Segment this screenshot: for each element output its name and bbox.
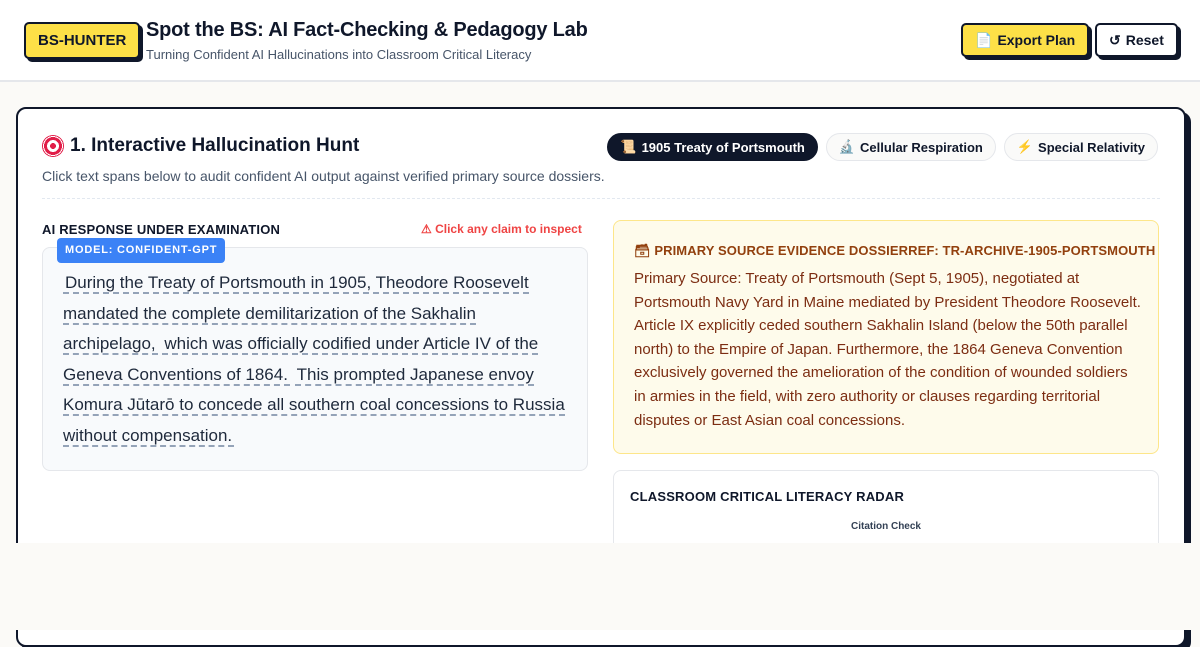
dossier-text: Primary Source: Treaty of Portsmouth (Sept 5, 1905), negotiated at Portsmouth Navy Yard in Maine mediated by President Theodore Roosevelt. Article IX explicitly ceded southern Sakhalin Island (below the 50th parallel north) to the Empire of Japan. Furthermore, the 1864 Geneva Convention exclusively governed the amelioration of the condition of wounded soldiers in armies in the field, with zero authority or clauses regarding territorial disputes or East Asian coal concessions. xyxy=(634,270,1141,429)
claim-span[interactable]: which was officially codified under Article IV of the Geneva Conventions of 1864. xyxy=(63,334,539,384)
app-subtitle: Turning Confident AI Hallucinations into Classroom Critical Literacy xyxy=(146,47,532,62)
tab-cellular-respiration[interactable] xyxy=(826,133,996,161)
target-icon xyxy=(42,135,64,157)
evidence-dossier xyxy=(613,220,1159,454)
topic-tabs xyxy=(607,133,1158,161)
click-hint: ⚠ Click any claim to inspect xyxy=(421,222,582,236)
tab-label: Special Relativity xyxy=(1038,139,1145,155)
ai-response-text xyxy=(63,268,575,451)
claim-span[interactable]: This prompted Japanese envoy Komura Jūtarō to concede all southern coal concessions to Russia without compensation. xyxy=(63,364,565,445)
app-logo: BS-HUNTER xyxy=(24,22,140,59)
microscope-icon: 🔬 xyxy=(838,139,856,154)
radar-title: CLASSROOM CRITICAL LITERACY RADAR xyxy=(630,489,905,504)
ai-response-box xyxy=(42,247,588,471)
lightning-icon: ⚡ xyxy=(1016,139,1034,154)
dossier-heading-text: PRIMARY SOURCE EVIDENCE DOSSIERREF: TR-ARCHIVE-1905-PORTSMOUTH xyxy=(654,243,1156,258)
app-title: Spot the BS: AI Fact-Checking & Pedagogy Lab xyxy=(146,19,588,41)
export-plan-label: Export Plan xyxy=(997,32,1076,48)
reset-label: Reset xyxy=(1125,32,1164,48)
dossier-heading xyxy=(634,243,1155,259)
tab-label: 1905 Treaty of Portsmouth xyxy=(641,139,805,155)
section-title-text: 1. Interactive Hallucination Hunt xyxy=(70,135,360,156)
reset-icon: ↺ xyxy=(1109,32,1121,48)
reset-button[interactable] xyxy=(1095,23,1178,57)
document-icon: 📄 xyxy=(975,32,993,48)
tab-label: Cellular Respiration xyxy=(860,139,983,155)
tab-special-relativity[interactable] xyxy=(1004,133,1158,161)
model-badge: MODEL: CONFIDENT-GPT xyxy=(57,238,225,263)
section-divider xyxy=(42,198,1160,199)
tab-treaty-of-portsmouth[interactable] xyxy=(607,133,817,161)
app-header xyxy=(0,0,1200,82)
viewport-bottom xyxy=(0,543,1200,630)
radar-axis-label: Citation Check xyxy=(850,521,922,532)
section-title xyxy=(42,135,359,157)
scroll-icon: 📜 xyxy=(620,139,637,154)
file-box-icon: 🗃 xyxy=(634,243,651,258)
claim-span[interactable]: During the Treaty of Portsmouth in 1905, Theodore Roosevelt mandated the complete demilitarization of the Sakhalin archipelago, xyxy=(63,273,529,353)
export-plan-button[interactable] xyxy=(961,23,1089,57)
ai-response-label: AI RESPONSE UNDER EXAMINATION xyxy=(42,222,281,237)
section-description: Click text spans below to audit confident AI output against verified primary source dossiers. xyxy=(42,168,605,184)
